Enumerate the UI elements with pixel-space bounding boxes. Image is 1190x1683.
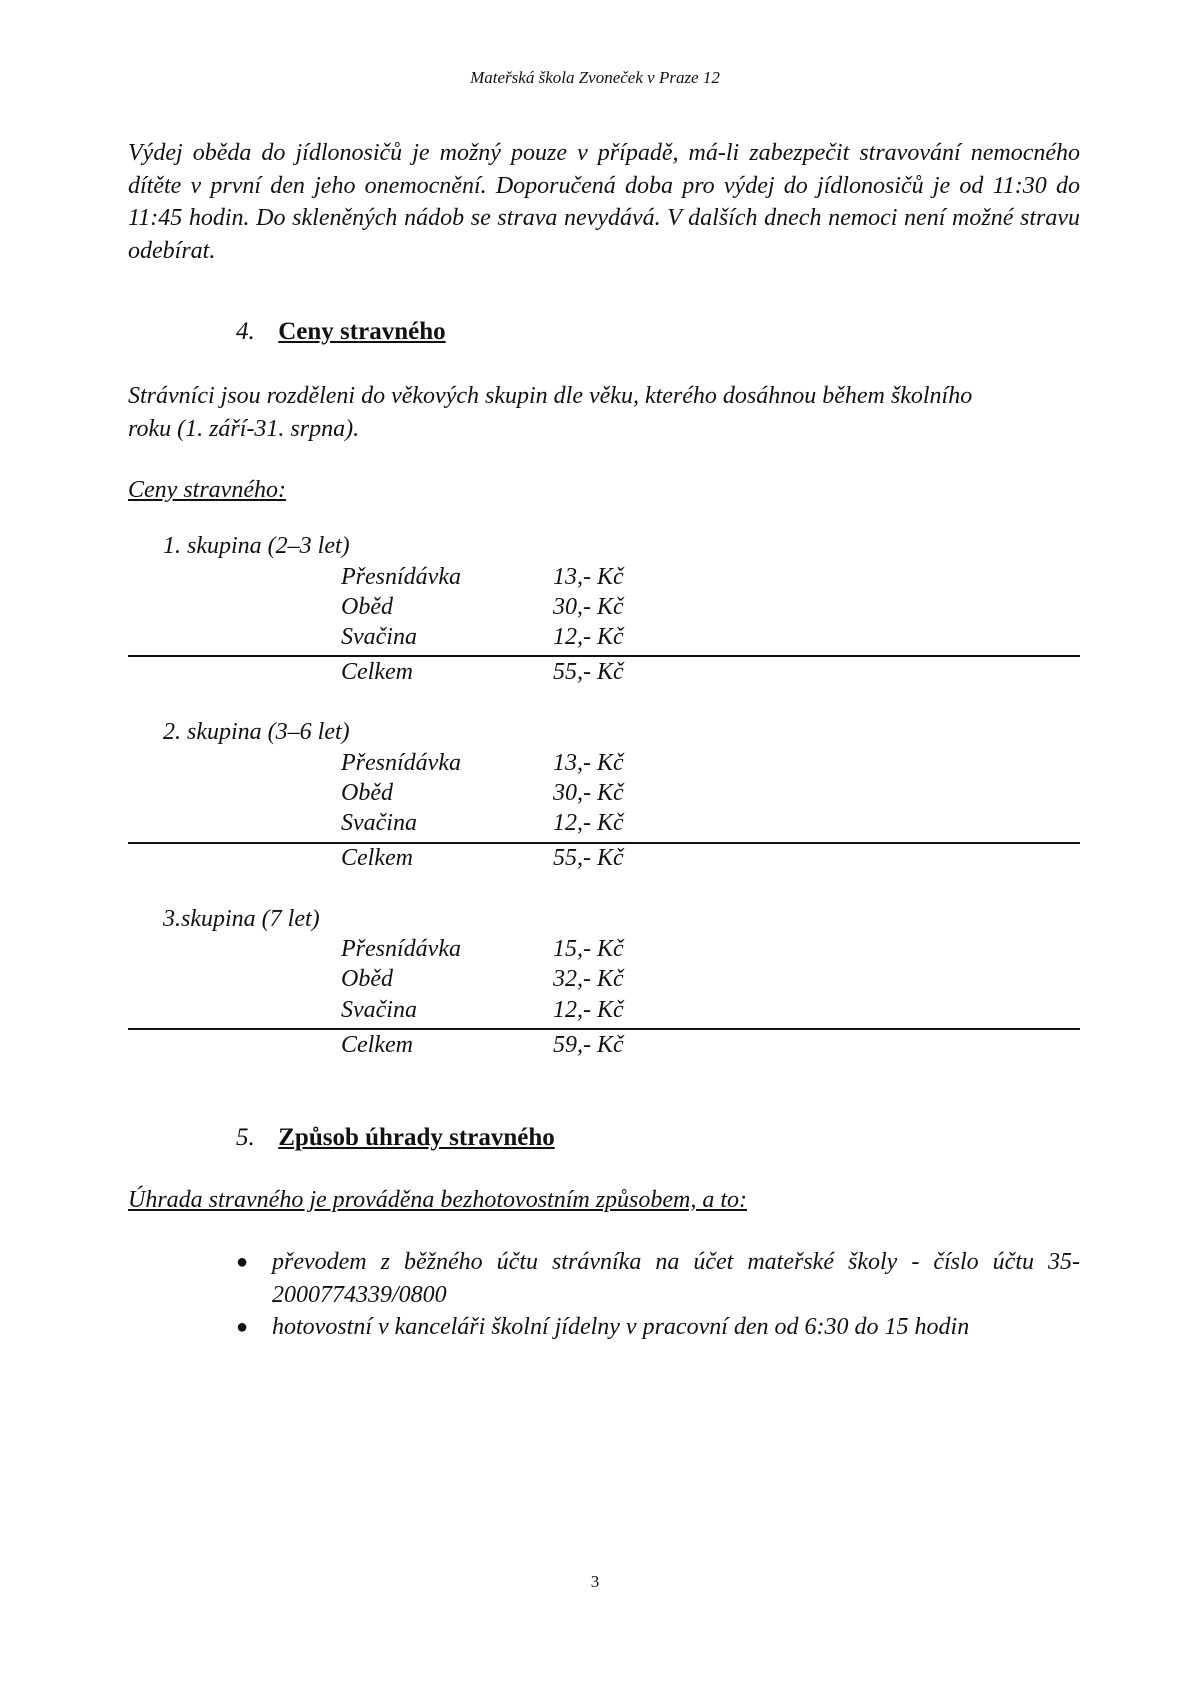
item-name: Svačina <box>341 997 417 1023</box>
list-item <box>236 1311 1080 1344</box>
price-row <box>341 624 624 656</box>
total-label: Celkem <box>341 845 413 871</box>
section-4-title: Ceny stravného <box>278 318 446 345</box>
section-4-subheading: Ceny stravného: <box>128 477 286 503</box>
price-row <box>341 594 624 626</box>
total-divider <box>128 655 1080 657</box>
price-row <box>341 936 624 968</box>
price-row <box>341 564 624 596</box>
list-item <box>236 1246 1080 1311</box>
list-item-text: převodem z běžného účtu strávníka na účet mateřské školy - číslo účtu 35-2000774339/0800 <box>272 1249 1080 1308</box>
item-price: 12,- Kč <box>553 810 624 836</box>
item-price: 12,- Kč <box>553 997 624 1023</box>
group-1-label: 1. skupina (2–3 let) <box>163 533 350 559</box>
total-divider <box>128 1028 1080 1030</box>
item-price: 12,- Kč <box>553 624 624 650</box>
bullet-icon: ● <box>236 1251 249 1273</box>
price-row <box>341 750 624 782</box>
list-item-text: hotovostní v kanceláři školní jídelny v pracovní den od 6:30 do 15 hodin <box>272 1314 970 1340</box>
total-price: 59,- Kč <box>553 1032 624 1058</box>
total-label: Celkem <box>341 1032 413 1058</box>
price-row <box>341 966 624 998</box>
total-price: 55,- Kč <box>553 845 624 871</box>
item-name: Svačina <box>341 810 417 836</box>
item-price: 13,- Kč <box>553 750 624 776</box>
group-2-label: 2. skupina (3–6 let) <box>163 719 350 745</box>
item-price: 30,- Kč <box>553 780 624 806</box>
total-row <box>341 659 624 691</box>
item-name: Přesnídávka <box>341 936 461 962</box>
total-label: Celkem <box>341 659 413 685</box>
item-name: Svačina <box>341 624 417 650</box>
section-4-heading <box>236 318 446 346</box>
price-row <box>341 997 624 1029</box>
section-5-heading <box>236 1124 555 1152</box>
item-price: 13,- Kč <box>553 564 624 590</box>
item-name: Oběd <box>341 966 393 992</box>
section-5-subheading: Úhrada stravného je prováděna bezhotovostním způsobem, a to: <box>128 1187 748 1213</box>
page-number: 3 <box>590 1572 600 1591</box>
section-5-number: 5. <box>236 1124 255 1151</box>
section-5-title: Způsob úhrady stravného <box>278 1124 555 1151</box>
item-name: Oběd <box>341 594 393 620</box>
total-row <box>341 1032 624 1064</box>
item-price: 32,- Kč <box>553 966 624 992</box>
item-name: Přesnídávka <box>341 750 461 776</box>
item-name: Oběd <box>341 780 393 806</box>
total-divider <box>128 842 1080 844</box>
total-row <box>341 845 624 877</box>
section-4-paragraph: Strávníci jsou rozděleni do věkových skupin dle věku, kterého dosáhnou během školního roku (1. září-31. srpna). <box>128 383 973 442</box>
intro-paragraph: Výdej oběda do jídlonosičů je možný pouze v případě, má-li zabezpečit stravování nemocného dítěte v první den jeho onemocnění. Doporučená doba pro výdej do jídlonosičů je od 11:30 do 11:45 hodin. Do skleněných nádob se strava nevydává. V dalších dnech nemoci není možné stravu odebírat. <box>128 140 1080 264</box>
item-price: 15,- Kč <box>553 936 624 962</box>
bullet-icon: ● <box>236 1316 249 1338</box>
section-4-number: 4. <box>236 318 255 345</box>
price-row <box>341 780 624 812</box>
total-price: 55,- Kč <box>553 659 624 685</box>
item-price: 30,- Kč <box>553 594 624 620</box>
item-name: Přesnídávka <box>341 564 461 590</box>
page-header: Mateřská škola Zvoneček v Praze 12 <box>470 68 720 87</box>
group-3-label: 3.skupina (7 let) <box>163 906 320 932</box>
price-row <box>341 810 624 842</box>
